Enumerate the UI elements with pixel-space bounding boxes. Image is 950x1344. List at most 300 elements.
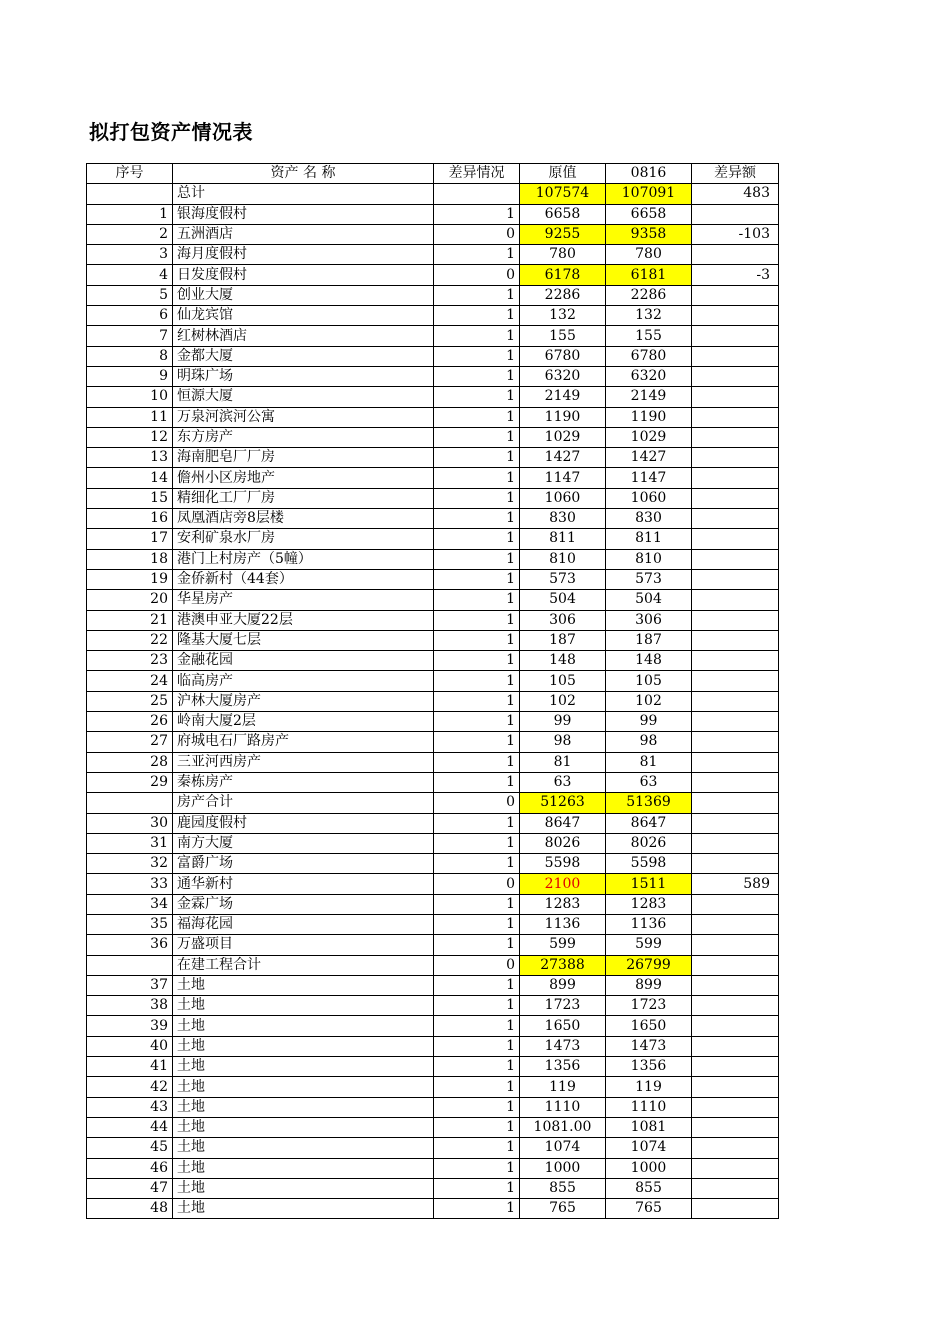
row-index: 22 [87, 630, 173, 650]
row-asset-name: 土地 [173, 1016, 434, 1036]
row-index: 27 [87, 732, 173, 752]
table-row [87, 914, 779, 934]
row-0816-value: 119 [606, 1077, 692, 1097]
row-0816-value: 98 [606, 732, 692, 752]
row-diff-amount: -103 [692, 224, 779, 244]
row-diff-amount [692, 488, 779, 508]
row-asset-name: 土地 [173, 1138, 434, 1158]
row-index: 8 [87, 346, 173, 366]
row-index: 18 [87, 549, 173, 569]
row-asset-name: 福海花园 [173, 914, 434, 934]
row-0816-value: 81 [606, 752, 692, 772]
row-original-value: 5598 [520, 854, 606, 874]
table-row [87, 1077, 779, 1097]
row-asset-name: 土地 [173, 975, 434, 995]
row-diff-amount [692, 468, 779, 488]
row-diff-amount [692, 285, 779, 305]
row-diff-status: 1 [434, 935, 520, 955]
table-row [87, 569, 779, 589]
row-original-value: 107574 [520, 184, 606, 204]
row-original-value: 1723 [520, 996, 606, 1016]
header-diff-amount: 差异额 [692, 164, 779, 184]
row-asset-name: 三亚河西房产 [173, 752, 434, 772]
table-row [87, 204, 779, 224]
table-row [87, 813, 779, 833]
row-asset-name: 恒源大厦 [173, 387, 434, 407]
row-diff-status: 1 [434, 813, 520, 833]
row-index: 20 [87, 590, 173, 610]
row-0816-value: 1000 [606, 1158, 692, 1178]
row-0816-value: 1029 [606, 427, 692, 447]
row-0816-value: 63 [606, 772, 692, 792]
row-index: 23 [87, 651, 173, 671]
row-diff-amount [692, 549, 779, 569]
row-diff-status: 1 [434, 1097, 520, 1117]
row-original-value: 855 [520, 1178, 606, 1198]
row-0816-value: 6320 [606, 366, 692, 386]
row-original-value: 1190 [520, 407, 606, 427]
row-0816-value: 780 [606, 245, 692, 265]
row-index: 41 [87, 1057, 173, 1077]
row-asset-name: 富爵广场 [173, 854, 434, 874]
page-title: 拟打包资产情况表 [89, 120, 253, 144]
row-original-value: 102 [520, 691, 606, 711]
row-index: 35 [87, 914, 173, 934]
row-diff-status: 1 [434, 996, 520, 1016]
row-original-value: 6780 [520, 346, 606, 366]
row-diff-amount: 483 [692, 184, 779, 204]
row-diff-amount [692, 914, 779, 934]
row-diff-status: 0 [434, 265, 520, 285]
table-row [87, 448, 779, 468]
row-diff-amount [692, 1057, 779, 1077]
row-diff-status: 1 [434, 1117, 520, 1137]
table-row [87, 1158, 779, 1178]
row-diff-status: 1 [434, 914, 520, 934]
row-0816-value: 1147 [606, 468, 692, 488]
row-original-value: 1029 [520, 427, 606, 447]
row-diff-amount [692, 1117, 779, 1137]
row-original-value: 1074 [520, 1138, 606, 1158]
row-index: 38 [87, 996, 173, 1016]
header-diff-status: 差异情况 [434, 164, 520, 184]
row-0816-value: 2149 [606, 387, 692, 407]
table-row [87, 651, 779, 671]
row-asset-name: 土地 [173, 1158, 434, 1178]
row-index: 10 [87, 387, 173, 407]
row-diff-amount [692, 1178, 779, 1198]
row-0816-value: 504 [606, 590, 692, 610]
row-0816-value: 107091 [606, 184, 692, 204]
row-0816-value: 8026 [606, 833, 692, 853]
table-row [87, 1036, 779, 1056]
row-index [87, 955, 173, 975]
row-diff-status: 1 [434, 529, 520, 549]
row-asset-name: 凤凰酒店旁8层楼 [173, 509, 434, 529]
row-original-value: 1650 [520, 1016, 606, 1036]
row-diff-amount [692, 752, 779, 772]
row-original-value: 599 [520, 935, 606, 955]
row-asset-name: 临高房产 [173, 671, 434, 691]
table-row [87, 1178, 779, 1198]
row-asset-name: 仙龙宾馆 [173, 306, 434, 326]
header-original-value: 原值 [520, 164, 606, 184]
row-0816-value: 5598 [606, 854, 692, 874]
row-asset-name: 金融花园 [173, 651, 434, 671]
row-diff-amount [692, 326, 779, 346]
row-asset-name: 创业大厦 [173, 285, 434, 305]
row-diff-status: 1 [434, 1057, 520, 1077]
row-asset-name: 鹿园度假村 [173, 813, 434, 833]
row-diff-amount [692, 691, 779, 711]
row-index: 46 [87, 1158, 173, 1178]
row-original-value: 573 [520, 569, 606, 589]
row-diff-status: 1 [434, 1199, 520, 1219]
row-diff-amount [692, 387, 779, 407]
row-original-value: 9255 [520, 224, 606, 244]
row-asset-name: 在建工程合计 [173, 955, 434, 975]
row-diff-status: 1 [434, 732, 520, 752]
row-diff-amount [692, 996, 779, 1016]
table-row [87, 935, 779, 955]
row-original-value: 1427 [520, 448, 606, 468]
table-row [87, 691, 779, 711]
row-index: 3 [87, 245, 173, 265]
row-index: 43 [87, 1097, 173, 1117]
row-0816-value: 9358 [606, 224, 692, 244]
row-index: 25 [87, 691, 173, 711]
row-diff-amount [692, 955, 779, 975]
row-original-value: 132 [520, 306, 606, 326]
table-row [87, 265, 779, 285]
row-0816-value: 599 [606, 935, 692, 955]
row-original-value: 148 [520, 651, 606, 671]
row-index: 5 [87, 285, 173, 305]
row-asset-name: 沪林大厦房产 [173, 691, 434, 711]
row-diff-status: 1 [434, 204, 520, 224]
row-0816-value: 1081 [606, 1117, 692, 1137]
row-index: 19 [87, 569, 173, 589]
row-original-value: 51263 [520, 793, 606, 813]
row-diff-amount [692, 813, 779, 833]
table-row [87, 874, 779, 894]
row-0816-value: 2286 [606, 285, 692, 305]
row-diff-amount: -3 [692, 265, 779, 285]
row-index: 45 [87, 1138, 173, 1158]
table-row [87, 671, 779, 691]
row-diff-amount [692, 306, 779, 326]
table-row [87, 752, 779, 772]
table-row [87, 732, 779, 752]
row-diff-amount [692, 346, 779, 366]
table-row [87, 1097, 779, 1117]
row-diff-status: 0 [434, 874, 520, 894]
row-diff-amount [692, 590, 779, 610]
row-asset-name: 万盛项目 [173, 935, 434, 955]
row-asset-name: 红树林酒店 [173, 326, 434, 346]
row-diff-status: 1 [434, 975, 520, 995]
row-asset-name: 精细化工厂厂房 [173, 488, 434, 508]
row-0816-value: 1060 [606, 488, 692, 508]
row-index: 34 [87, 894, 173, 914]
row-diff-status: 1 [434, 894, 520, 914]
row-asset-name: 万泉河滨河公寓 [173, 407, 434, 427]
row-0816-value: 105 [606, 671, 692, 691]
row-index: 28 [87, 752, 173, 772]
row-asset-name: 土地 [173, 1077, 434, 1097]
row-diff-status: 1 [434, 772, 520, 792]
row-original-value: 99 [520, 712, 606, 732]
row-0816-value: 899 [606, 975, 692, 995]
row-asset-name: 房产合计 [173, 793, 434, 813]
row-asset-name: 儋州小区房地产 [173, 468, 434, 488]
row-diff-status: 1 [434, 245, 520, 265]
row-original-value: 1147 [520, 468, 606, 488]
row-original-value: 81 [520, 752, 606, 772]
row-index: 21 [87, 610, 173, 630]
row-diff-amount [692, 448, 779, 468]
table-row [87, 427, 779, 447]
row-diff-amount [692, 833, 779, 853]
row-index: 4 [87, 265, 173, 285]
row-original-value: 306 [520, 610, 606, 630]
table-row [87, 793, 779, 813]
row-0816-value: 855 [606, 1178, 692, 1198]
table-row [87, 549, 779, 569]
row-index: 17 [87, 529, 173, 549]
row-0816-value: 6780 [606, 346, 692, 366]
table-row [87, 854, 779, 874]
row-asset-name: 五洲酒店 [173, 224, 434, 244]
table-row [87, 306, 779, 326]
row-original-value: 1000 [520, 1158, 606, 1178]
row-index: 48 [87, 1199, 173, 1219]
row-index: 42 [87, 1077, 173, 1097]
row-asset-name: 土地 [173, 996, 434, 1016]
row-index: 1 [87, 204, 173, 224]
table-row [87, 1199, 779, 1219]
row-asset-name: 金侨新村（44套） [173, 569, 434, 589]
row-0816-value: 148 [606, 651, 692, 671]
row-diff-amount [692, 772, 779, 792]
table-row [87, 366, 779, 386]
row-diff-status: 1 [434, 712, 520, 732]
row-original-value: 187 [520, 630, 606, 650]
row-0816-value: 26799 [606, 955, 692, 975]
row-original-value: 119 [520, 1077, 606, 1097]
row-diff-amount [692, 894, 779, 914]
row-asset-name: 金霖广场 [173, 894, 434, 914]
row-0816-value: 573 [606, 569, 692, 589]
row-diff-amount [692, 935, 779, 955]
table-row [87, 712, 779, 732]
table-row [87, 590, 779, 610]
row-diff-status: 1 [434, 854, 520, 874]
row-index: 36 [87, 935, 173, 955]
table-row [87, 1117, 779, 1137]
row-diff-status: 1 [434, 630, 520, 650]
asset-table [86, 163, 779, 1219]
table-row [87, 346, 779, 366]
row-diff-amount [692, 1036, 779, 1056]
row-diff-status: 1 [434, 569, 520, 589]
row-original-value: 155 [520, 326, 606, 346]
row-index: 31 [87, 833, 173, 853]
row-0816-value: 306 [606, 610, 692, 630]
row-asset-name: 府城电石厂路房产 [173, 732, 434, 752]
row-original-value: 105 [520, 671, 606, 691]
row-asset-name: 东方房产 [173, 427, 434, 447]
row-diff-status: 1 [434, 1016, 520, 1036]
row-0816-value: 1110 [606, 1097, 692, 1117]
row-diff-status: 1 [434, 488, 520, 508]
table-row [87, 975, 779, 995]
row-diff-status: 1 [434, 285, 520, 305]
row-diff-amount [692, 671, 779, 691]
row-index: 33 [87, 874, 173, 894]
row-asset-name: 岭南大厦2层 [173, 712, 434, 732]
row-index: 11 [87, 407, 173, 427]
row-0816-value: 1283 [606, 894, 692, 914]
row-original-value: 6320 [520, 366, 606, 386]
row-0816-value: 155 [606, 326, 692, 346]
row-asset-name: 日发度假村 [173, 265, 434, 285]
table-row [87, 1057, 779, 1077]
row-diff-status: 1 [434, 752, 520, 772]
row-asset-name: 港澳申亚大厦22层 [173, 610, 434, 630]
row-diff-status: 1 [434, 1077, 520, 1097]
row-asset-name: 海南肥皂厂厂房 [173, 448, 434, 468]
row-original-value: 8026 [520, 833, 606, 853]
row-asset-name: 秦栋房产 [173, 772, 434, 792]
row-index: 12 [87, 427, 173, 447]
row-original-value: 780 [520, 245, 606, 265]
row-index [87, 184, 173, 204]
row-0816-value: 765 [606, 1199, 692, 1219]
row-asset-name: 土地 [173, 1117, 434, 1137]
row-original-value: 810 [520, 549, 606, 569]
row-diff-status: 1 [434, 509, 520, 529]
row-index: 29 [87, 772, 173, 792]
row-original-value: 504 [520, 590, 606, 610]
table-row [87, 245, 779, 265]
row-original-value: 2286 [520, 285, 606, 305]
row-diff-status: 1 [434, 1158, 520, 1178]
row-index: 26 [87, 712, 173, 732]
row-index: 30 [87, 813, 173, 833]
row-diff-status: 0 [434, 793, 520, 813]
row-diff-amount [692, 1097, 779, 1117]
row-index [87, 793, 173, 813]
row-diff-amount [692, 366, 779, 386]
row-0816-value: 1650 [606, 1016, 692, 1036]
row-original-value: 27388 [520, 955, 606, 975]
row-0816-value: 830 [606, 509, 692, 529]
table-row [87, 1138, 779, 1158]
row-original-value: 1473 [520, 1036, 606, 1056]
row-diff-status: 1 [434, 590, 520, 610]
row-diff-status: 0 [434, 224, 520, 244]
row-diff-amount [692, 569, 779, 589]
row-0816-value: 1511 [606, 874, 692, 894]
row-index: 47 [87, 1178, 173, 1198]
row-original-value: 765 [520, 1199, 606, 1219]
row-diff-amount [692, 630, 779, 650]
row-diff-amount [692, 975, 779, 995]
row-index: 14 [87, 468, 173, 488]
row-0816-value: 1356 [606, 1057, 692, 1077]
row-0816-value: 6181 [606, 265, 692, 285]
row-diff-amount [692, 1158, 779, 1178]
row-diff-status: 1 [434, 1138, 520, 1158]
row-diff-status: 1 [434, 427, 520, 447]
row-asset-name: 金都大厦 [173, 346, 434, 366]
row-diff-amount [692, 610, 779, 630]
row-0816-value: 811 [606, 529, 692, 549]
table-row [87, 468, 779, 488]
row-diff-amount [692, 1199, 779, 1219]
row-0816-value: 810 [606, 549, 692, 569]
row-diff-amount [692, 1016, 779, 1036]
row-index: 9 [87, 366, 173, 386]
row-diff-status: 1 [434, 468, 520, 488]
row-original-value: 1110 [520, 1097, 606, 1117]
table-row [87, 509, 779, 529]
row-asset-name: 隆基大厦七层 [173, 630, 434, 650]
row-index: 16 [87, 509, 173, 529]
row-diff-amount [692, 1138, 779, 1158]
row-index: 6 [87, 306, 173, 326]
row-original-value: 6178 [520, 265, 606, 285]
row-asset-name: 安利矿泉水厂房 [173, 529, 434, 549]
row-original-value: 899 [520, 975, 606, 995]
row-asset-name: 银海度假村 [173, 204, 434, 224]
row-original-value: 6658 [520, 204, 606, 224]
row-original-value: 1136 [520, 914, 606, 934]
header-row [87, 164, 779, 184]
row-diff-amount [692, 427, 779, 447]
row-0816-value: 187 [606, 630, 692, 650]
row-diff-status: 1 [434, 366, 520, 386]
row-0816-value: 1723 [606, 996, 692, 1016]
row-0816-value: 1136 [606, 914, 692, 934]
row-diff-amount [692, 407, 779, 427]
row-asset-name: 华星房产 [173, 590, 434, 610]
table-row [87, 833, 779, 853]
row-0816-value: 1427 [606, 448, 692, 468]
row-index: 37 [87, 975, 173, 995]
table-row [87, 772, 779, 792]
row-diff-amount [692, 712, 779, 732]
row-0816-value: 99 [606, 712, 692, 732]
row-asset-name: 土地 [173, 1097, 434, 1117]
row-original-value: 1283 [520, 894, 606, 914]
row-diff-status: 1 [434, 1036, 520, 1056]
row-index: 39 [87, 1016, 173, 1036]
row-diff-status: 1 [434, 326, 520, 346]
table-row [87, 184, 779, 204]
row-asset-name: 南方大厦 [173, 833, 434, 853]
row-original-value: 830 [520, 509, 606, 529]
row-0816-value: 1074 [606, 1138, 692, 1158]
row-diff-amount [692, 854, 779, 874]
table-row [87, 285, 779, 305]
row-diff-status: 1 [434, 407, 520, 427]
row-index: 2 [87, 224, 173, 244]
header-index: 序号 [87, 164, 173, 184]
row-asset-name: 通华新村 [173, 874, 434, 894]
row-0816-value: 132 [606, 306, 692, 326]
